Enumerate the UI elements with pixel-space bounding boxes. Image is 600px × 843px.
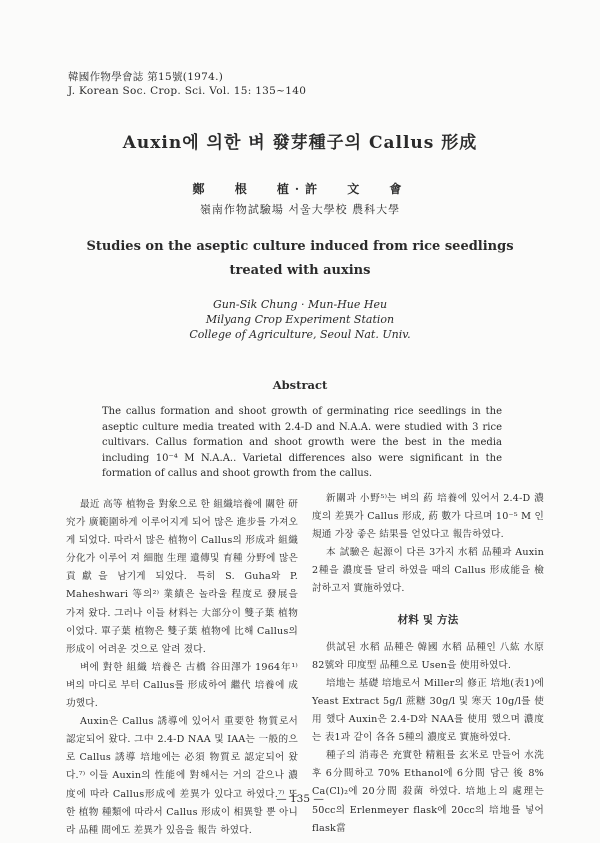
authors-korean: 鄭 根 植·許 文 會 xyxy=(192,182,408,196)
author-names: Gun-Sik Chung · Mun-Hue Heu xyxy=(212,298,388,311)
journal-citation xyxy=(68,70,306,98)
right-paragraph: 供試된 水稻 品種은 韓國 水稻 品種인 八紘 水原 82號와 印度型 品種으로 Usen을 使用하였다. xyxy=(312,641,544,671)
abstract-heading: Abstract xyxy=(272,378,328,392)
left-column xyxy=(66,496,298,840)
title-korean: Auxin에 의한 벼 發芽種子의 Callus 形成 xyxy=(122,133,478,153)
title-english-line1: Studies on the aseptic culture induced from rice seedlings xyxy=(86,239,514,254)
affiliation-korean: 嶺南作物試驗場 서울大學校 農科大學 xyxy=(199,203,401,216)
right-paragraph: 培地는 基礎 培地로서 Miller의 修正 培地(表1)에 Yeast Extract 5g/l 蔗糖 30g/l 및 寒天 10g/l를 使用 했다 Auxin은 2.4-D와 NAA를 使用 했으며 濃度는 表1과 같이 各各 5種의 濃度로 實施하였다. xyxy=(312,677,544,744)
left-paragraph: Auxin은 Callus 誘導에 있어서 重要한 物質로서 認定되어 왔다. 그中 2.4-D NAA 및 IAA는 一般的으로 Callus 誘導 培地에는 必須 物質로 認定되어 왔다.⁷⁾ 이들 Auxin의 性能에 對해서는 거의 같으나 濃度에 따라 Callus形成에 差異가 있다고 하였다.⁷⁾ 또한 植物 種類에 따라서 Callus 形成이 相異할 뿐 아니라 品種 間에도 差異가 있음을 報告 하였다. xyxy=(66,716,298,836)
right-paragraph: 本 試驗은 起源이 다른 3가지 水稻 品種과 Auxin 2種을 濃度를 달리 하였을 때의 Callus 形成能을 檢討하고저 實施하였다. xyxy=(312,547,544,595)
title-english-line2: treated with auxins xyxy=(229,263,371,278)
right-column xyxy=(312,490,544,838)
institution-1: Milyang Crop Experiment Station xyxy=(205,313,395,326)
authors-english xyxy=(0,297,600,342)
title-english xyxy=(0,235,600,283)
institution-2: College of Agriculture, Seoul Nat. Univ. xyxy=(189,328,411,341)
abstract-text: The callus formation and shoot growth of germinating rice seedlings in the aseptic culture media treated with 2.4-D and N.A.A. were studied with 3 rice cultivars. Callus formation and shoot growth were the best in the media including 10⁻⁴ M N.A.A.. Varietal differences also were significant in the formation of callus and shoot growth from the callus. xyxy=(102,406,502,479)
section-heading-materials-methods: 材料 및 方法 xyxy=(397,613,459,626)
left-paragraph: 벼에 對한 組織 培養은 古橋 谷田澤가 1964年¹⁾ 벼의 마디로 부터 Callus를 形成하여 繼代 培養에 成功했다. xyxy=(66,661,298,710)
right-paragraph: 新關과 小野⁵⁾는 벼의 葯 培養에 있어서 2.4-D 濃度의 差異가 Callus 形成, 葯 數가 다르며 10⁻⁵ M 인 規通 가장 좋은 結果를 얻었다고 報告하였다. xyxy=(312,493,544,541)
page-number: — 135 — xyxy=(276,793,324,805)
journal-citation-english: J. Korean Soc. Crop. Sci. Vol. 15: 135~140 xyxy=(68,85,307,97)
journal-citation-korean: 韓國作物學會誌 第15號(1974.) xyxy=(68,71,224,83)
right-paragraph: 種子의 消毒은 充實한 精粗를 玄米로 만들어 水洗 후 6分間하고 70% Ethanol에 6分間 담근 後 8% Ca(Cl)₂에 20分間 殺菌 하였다. 培地上의 處理는 50cc의 Erlenmeyer flask에 20cc의 培地를 넣어 flask當 xyxy=(312,750,544,834)
left-paragraph: 最近 高等 植物을 對象으로 한 組織培養에 關한 研究가 廣範圍하게 이루어지게 되어 많은 進步를 가져오게 되었다. 따라서 많은 植物이 Callus의 形成과 組織 分化가 이루어 져 細胞 生理 遺傳및 育種 分野에 많은 貢獻을 남기게 되었다. 특히 S. Guha와 P. Maheshwari 等의²⁾ 業績은 놀라울 程度로 發展을 가져 왔다. 그러나 이들 材料는 大部分이 雙子葉 植物이었다. 單子葉 植物은 雙子葉 植物에 比해 Callus의 形成이 어려운 것으로 알려 졌다. xyxy=(66,499,298,655)
